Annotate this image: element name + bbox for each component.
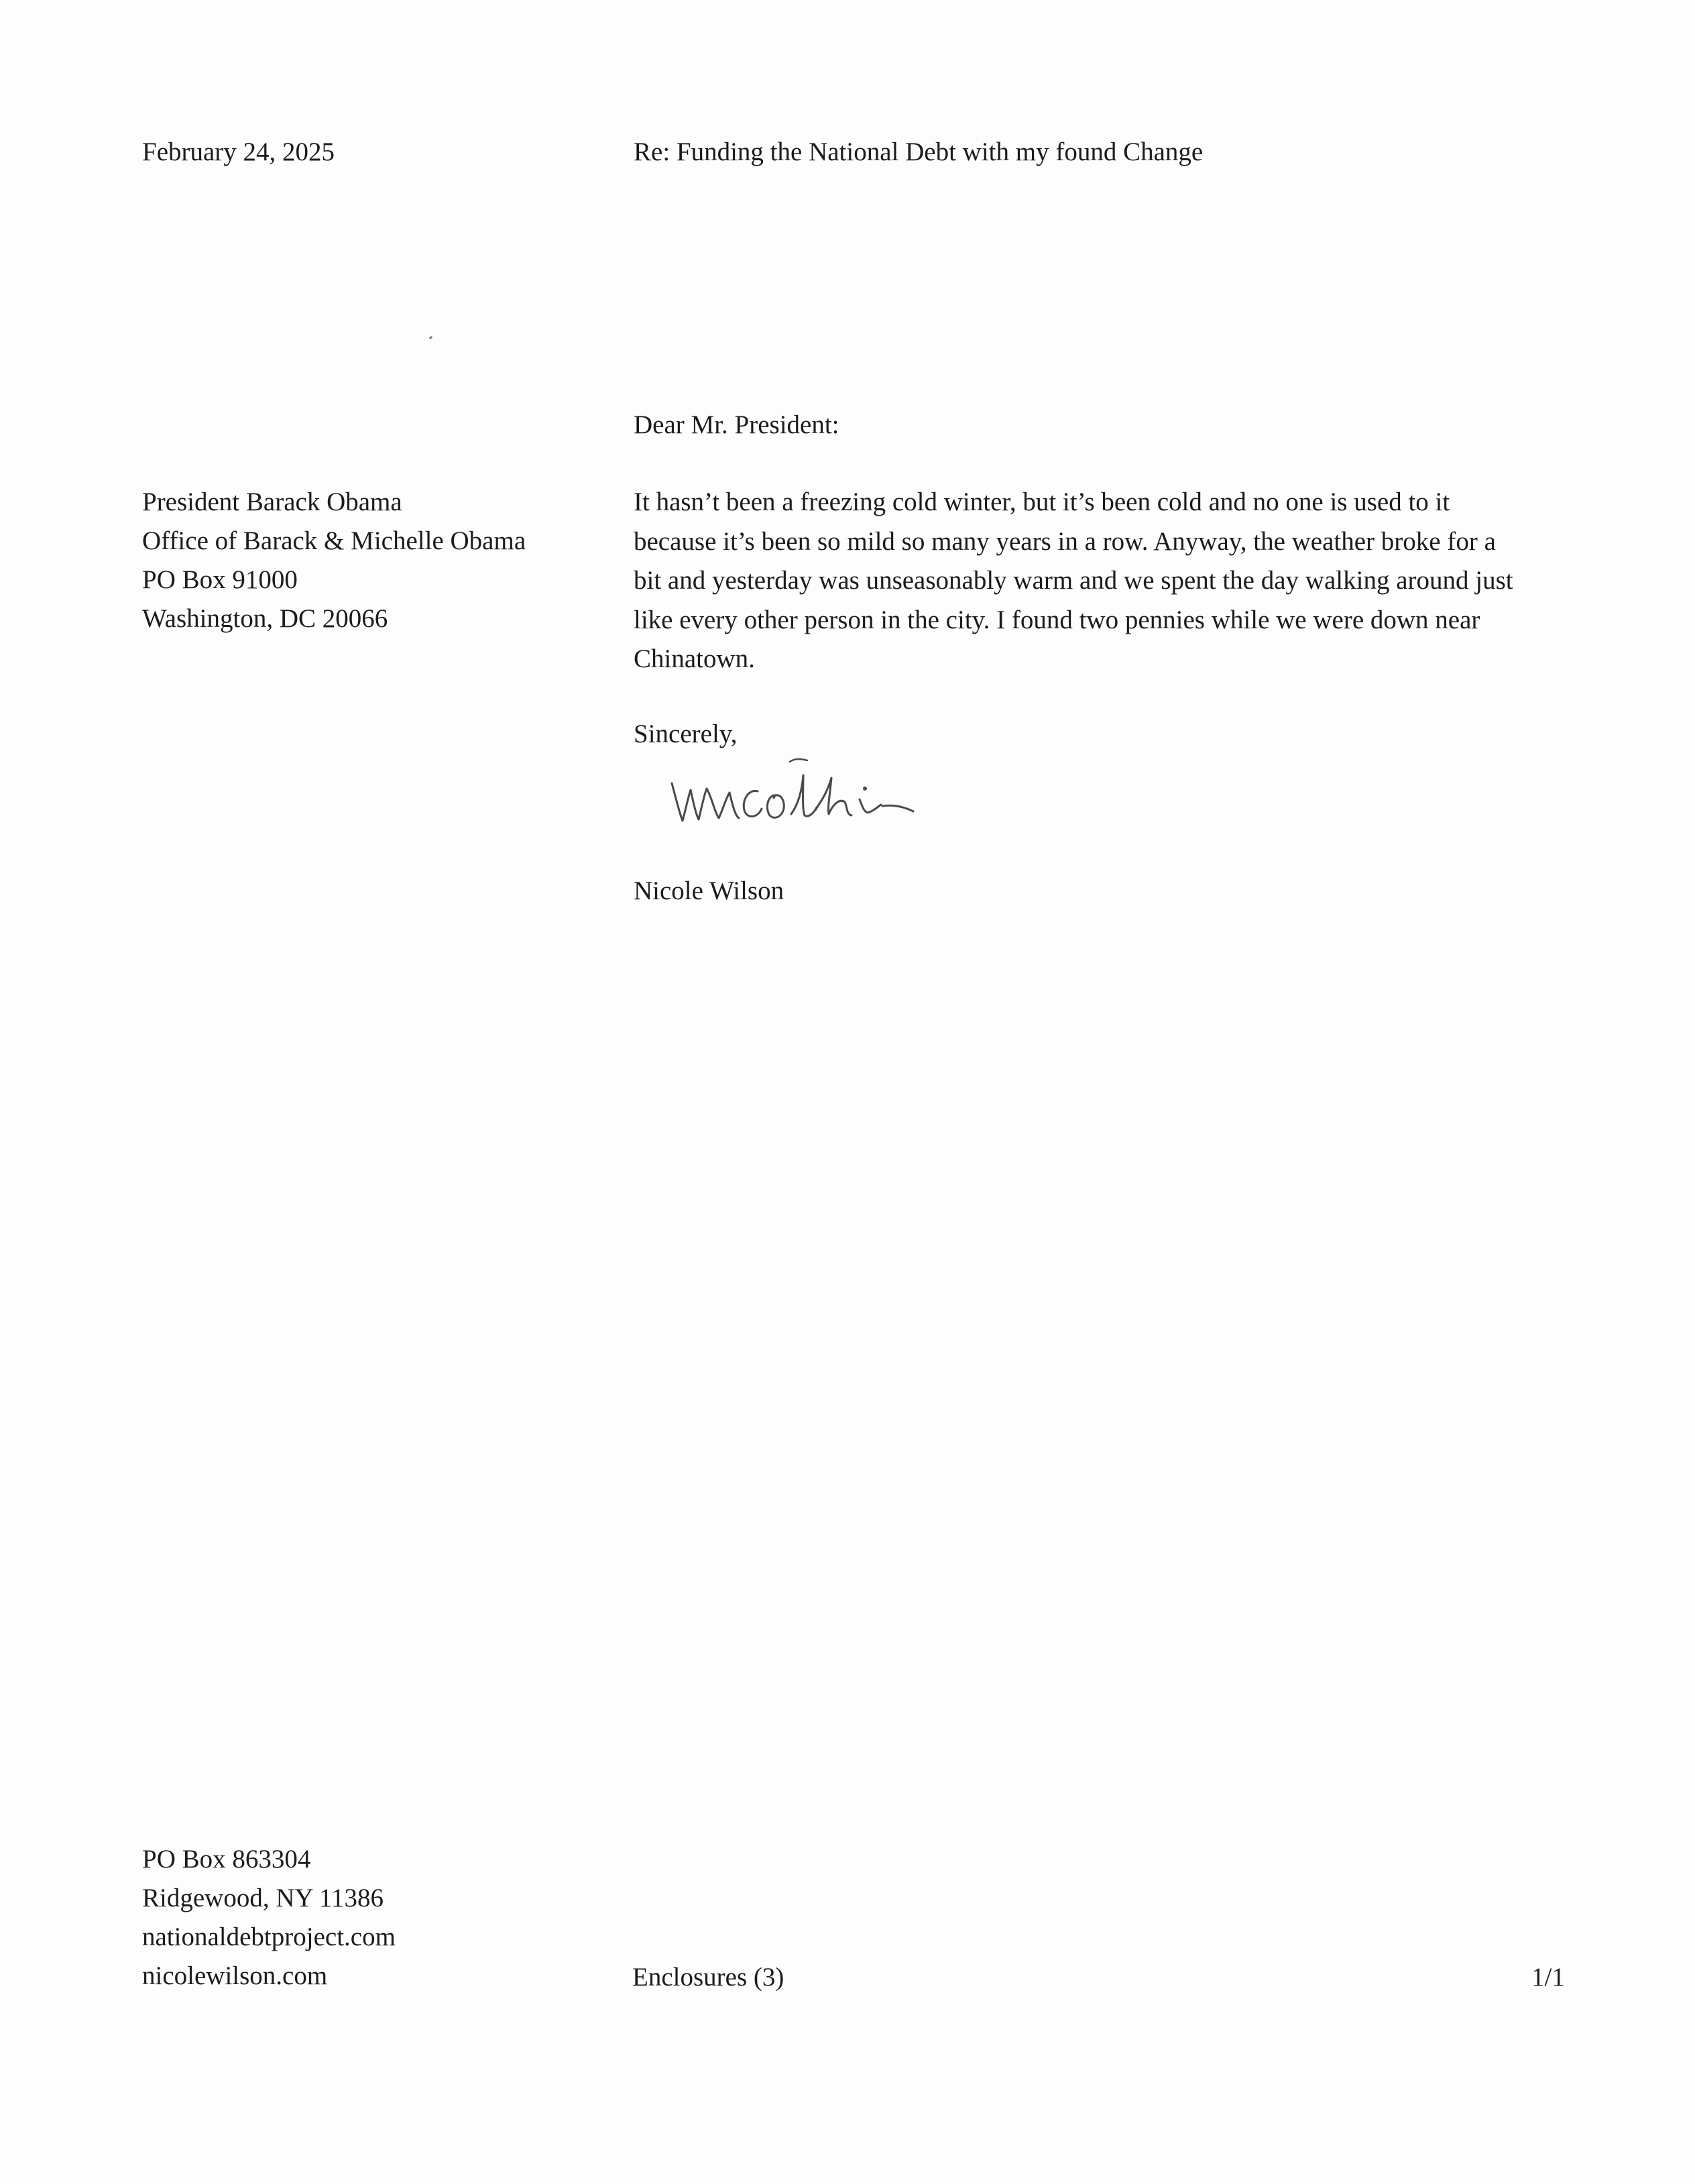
body-line: like every other person in the city. I found two pennies while we were down near (634, 605, 1480, 634)
page-number: 1/1 (1531, 1963, 1565, 1992)
sender-city: Ridgewood, NY 11386 (142, 1884, 384, 1912)
letter-body (634, 483, 1569, 679)
sender-po-box: PO Box 863304 (142, 1845, 311, 1874)
recipient-address (142, 483, 526, 638)
letter-date: February 24, 2025 (142, 137, 335, 166)
body-line: Chinatown. (634, 644, 755, 673)
recipient-city: Washington, DC 20066 (142, 604, 388, 633)
recipient-po-box: PO Box 91000 (142, 565, 298, 594)
handwritten-signature (664, 751, 959, 838)
body-line: because it’s been so mild so many years in a row. Anyway, the weather broke for a (634, 526, 1496, 556)
sender-website-1: nationaldebtproject.com (142, 1922, 396, 1951)
salutation: Dear Mr. President: (634, 410, 839, 439)
body-line: It hasn’t been a freezing cold winter, but it’s been cold and no one is used to it (634, 487, 1450, 516)
closing: Sincerely, (634, 720, 738, 748)
letter-subject: Re: Funding the National Debt with my found Change (634, 137, 1204, 166)
body-line: bit and yesterday was unseasonably warm and we spent the day walking around just (634, 566, 1513, 595)
recipient-office: Office of Barack & Michelle Obama (142, 526, 526, 555)
sender-address (142, 1840, 396, 1996)
signer-name: Nicole Wilson (634, 876, 784, 905)
scan-speck (429, 336, 433, 340)
recipient-name: President Barack Obama (142, 487, 402, 516)
sender-website-2: nicolewilson.com (142, 1961, 328, 1990)
enclosures-note: Enclosures (3) (632, 1963, 784, 1992)
